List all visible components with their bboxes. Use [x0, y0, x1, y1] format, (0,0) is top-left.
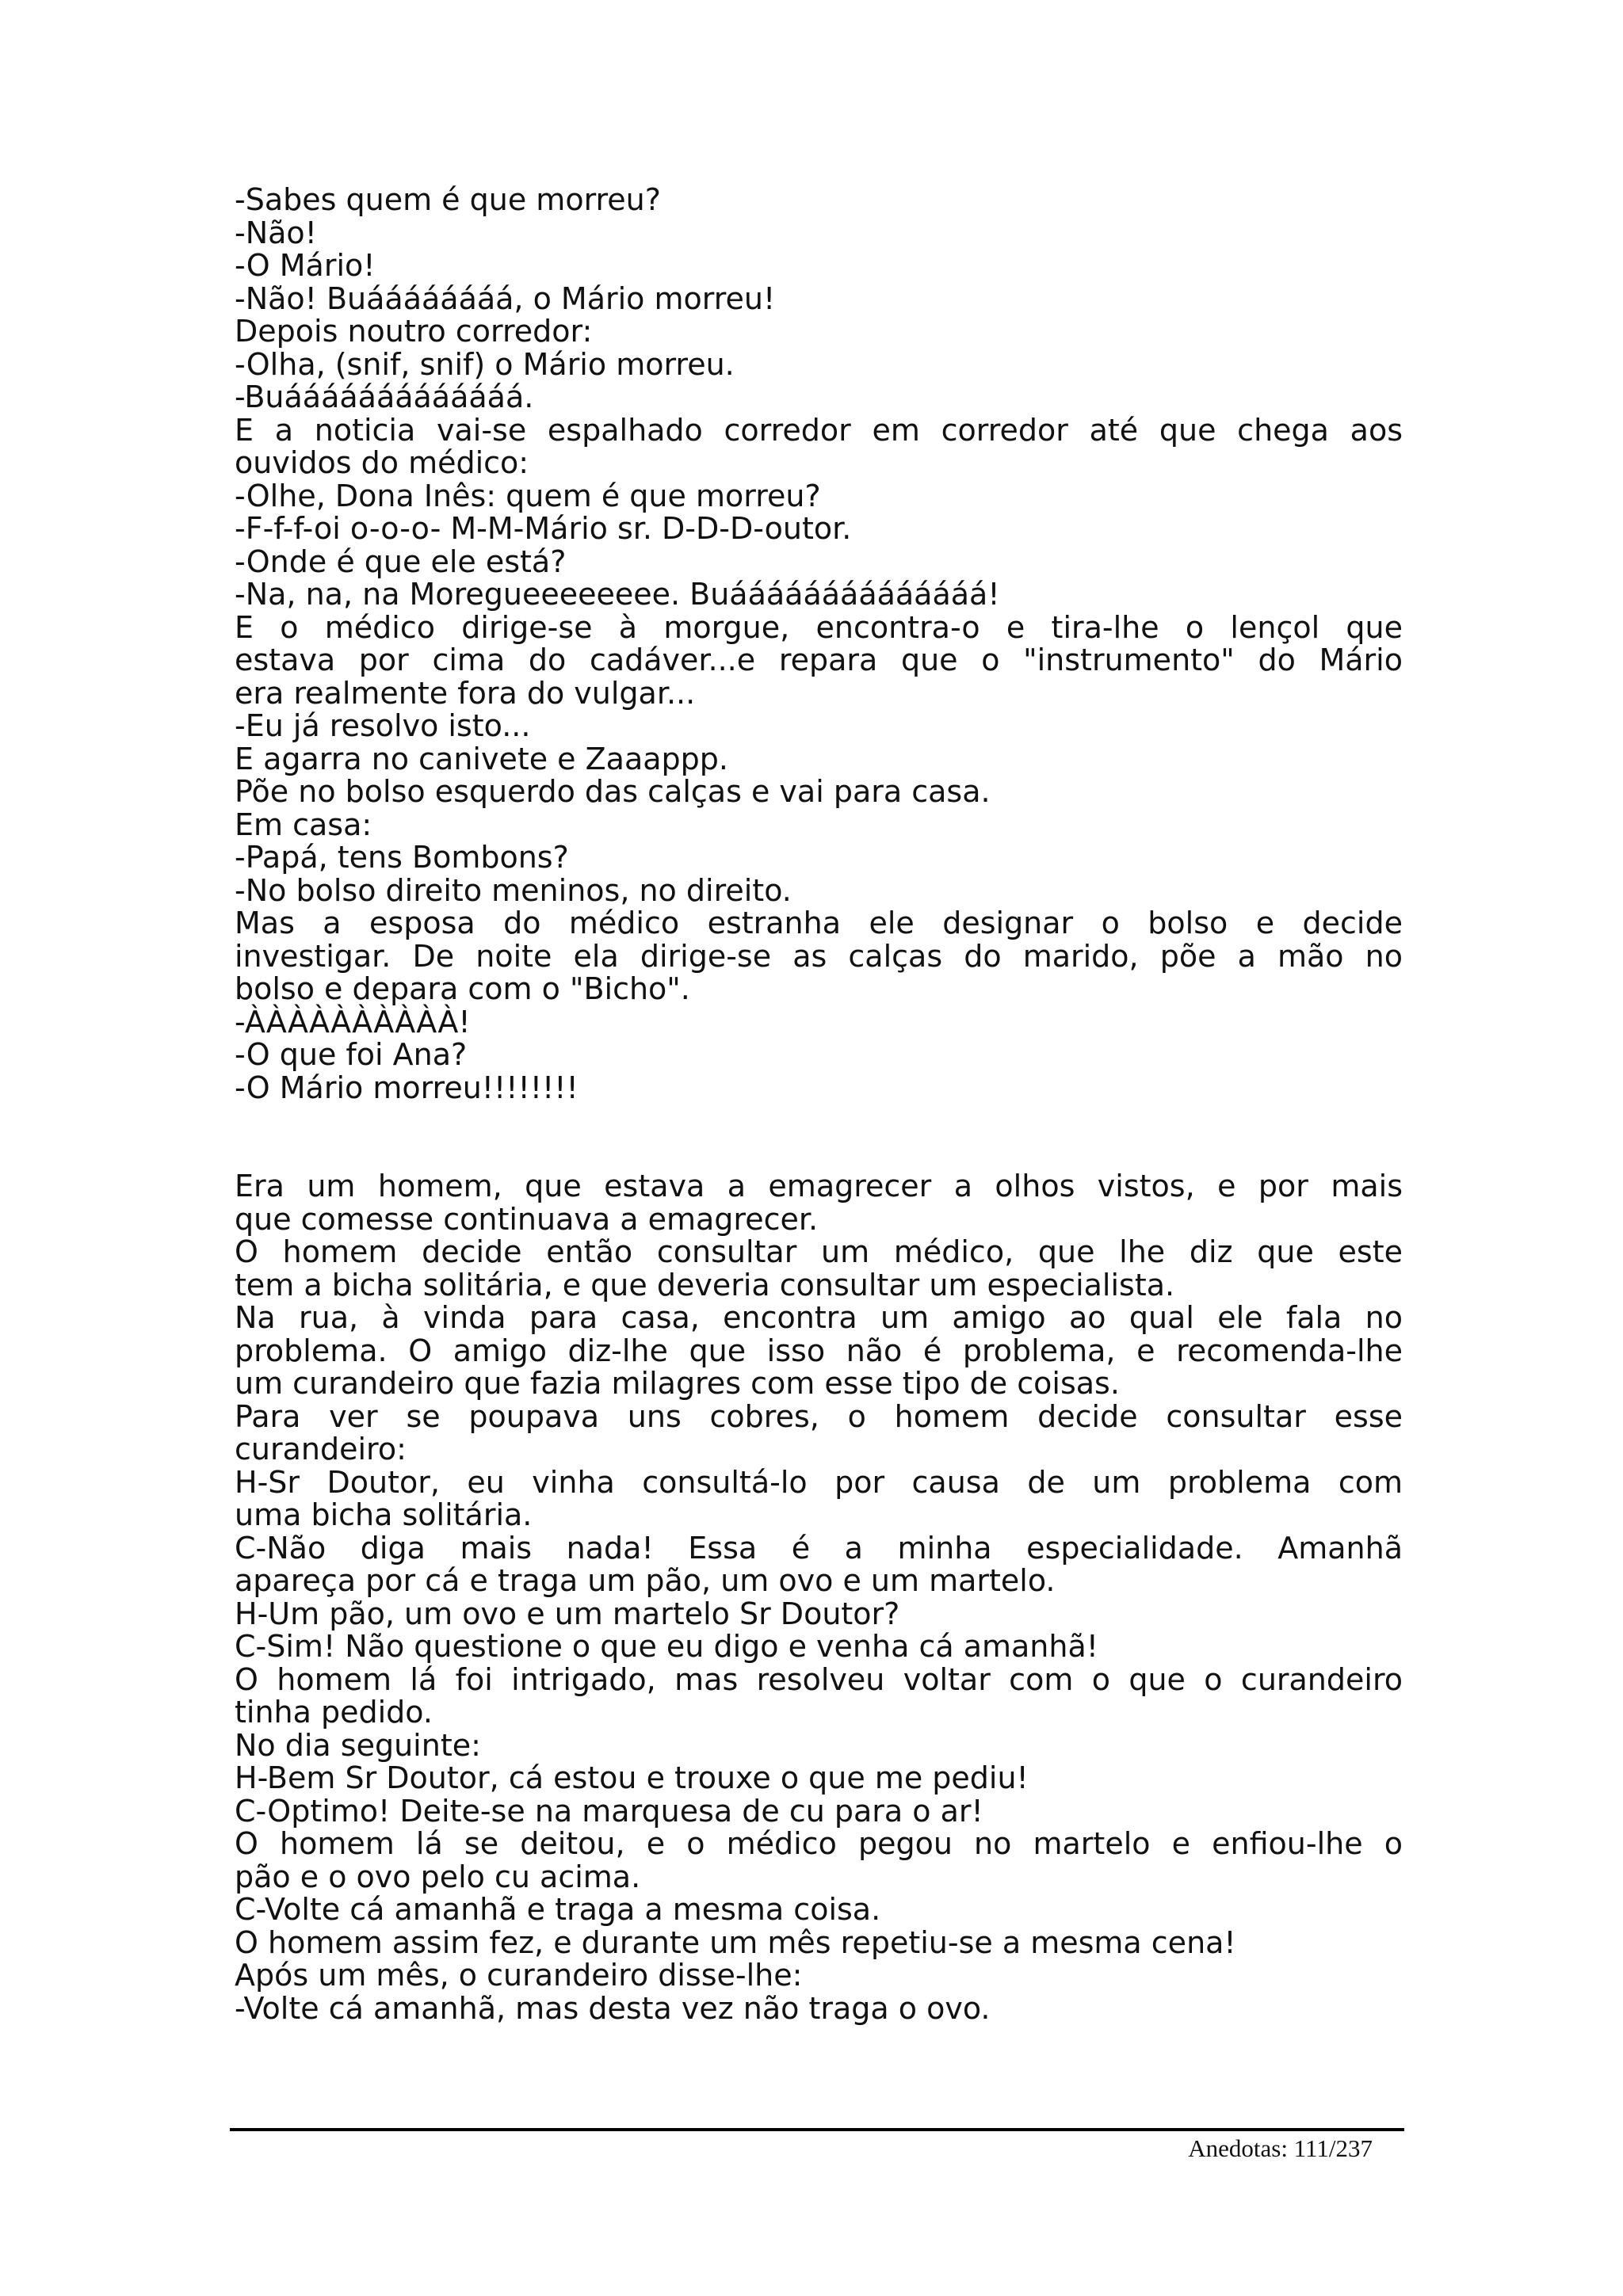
text-line: Na rua, à vinda para casa, encontra um amigo ao qual ele fala no [235, 1300, 1403, 1335]
text-line: -No bolso direito meninos, no direito. [235, 872, 792, 908]
text-line: H-Sr Doutor, eu vinha consultá-lo por causa de um problema com [235, 1464, 1403, 1500]
paragraph-gap [235, 1104, 1403, 1170]
text-line: apareça por cá e traga um pão, um ovo e um martelo. [235, 1563, 1056, 1598]
footer-rule [230, 2128, 1404, 2131]
text-line: E agarra no canivete e Zaaappp. [235, 741, 728, 776]
text-line: -Papá, tens Bombons? [235, 840, 569, 875]
text-line: O homem decide então consultar um médico, que lhe diz que este [235, 1234, 1403, 1269]
text-line: pão e o ovo pelo cu acima. [235, 1859, 641, 1894]
text-line: E a noticia vai-se espalhado corredor em corredor até que chega aos [235, 412, 1403, 448]
text-line: C-Volte cá amanhã e traga a mesma coisa. [235, 1892, 881, 1927]
text-line: Após um mês, o curandeiro disse-lhe: [235, 1958, 803, 1993]
text-line: Para ver se poupava uns cobres, o homem decide consultar esse [235, 1398, 1403, 1434]
text-line: -Volte cá amanhã, mas desta vez não traga o ovo. [235, 1990, 991, 2026]
text-line: -Sabes quem é que morreu? [235, 182, 661, 217]
text-line: -Não! Buáááááááá, o Mário morreu! [235, 280, 776, 316]
text-line: E o médico dirige-se à morgue, encontra-o e tira-lhe o lençol que [235, 609, 1403, 645]
page-number: Anedotas: 111/237 [1188, 2134, 1373, 2162]
text-line: C-Não diga mais nada! Essa é a minha especialidade. Amanhã [235, 1530, 1403, 1566]
text-line: -O que foi Ana? [235, 1037, 468, 1072]
text-line: Depois noutro corredor: [235, 314, 593, 349]
text-line: -Não! [235, 215, 317, 250]
story-mario [235, 184, 1403, 1104]
text-line: uma bicha solitária. [235, 1497, 533, 1532]
story-bicha-solitaria [235, 1170, 1403, 2025]
text-line: -Eu já resolvo isto... [235, 708, 531, 743]
text-line: Mas a esposa do médico estranha ele designar o bolso e decide [235, 906, 1403, 940]
text-line: problema. O amigo diz-lhe que isso não é problema, e recomenda-lhe [235, 1333, 1403, 1368]
text-line: um curandeiro que fazia milagres com esse tipo de coisas. [235, 1366, 1120, 1401]
text-line: -Olha, (snif, snif) o Mário morreu. [235, 346, 735, 382]
text-line: -Onde é que ele está? [235, 543, 567, 579]
text-line: -ÀÀÀÀÀÀÀÀÀÀ! [235, 1004, 471, 1039]
text-line: No dia seguinte: [235, 1727, 481, 1763]
text-line: O homem lá foi intrigado, mas resolveu voltar com o que o curandeiro [235, 1661, 1403, 1697]
text-line: -O Mário morreu!!!!!!!! [235, 1070, 579, 1105]
text-line: O homem assim fez, e durante um mês repetiu-se a mesma cena! [235, 1924, 1236, 1960]
text-line: tem a bicha solitária, e que deveria consultar um especialista. [235, 1267, 1175, 1302]
text-line: H-Bem Sr Doutor, cá estou e trouxe o que me pediu! [235, 1760, 1029, 1795]
text-line: ouvidos do médico: [235, 445, 529, 480]
text-line: -Na, na, na Moregueeeeeeee. Buáááááááááááááá! [235, 577, 1000, 612]
text-line: -F-f-f-oi o-o-o- M-M-Mário sr. D-D-D-outor. [235, 511, 852, 546]
text-line: curandeiro: [235, 1432, 407, 1466]
text-line: -Olhe, Dona Inês: quem é que morreu? [235, 478, 821, 513]
text-line: O homem lá se deitou, e o médico pegou no martelo e enfiou-lhe o [235, 1826, 1403, 1861]
text-line: Põe no bolso esquerdo das calças e vai para casa. [235, 774, 991, 809]
text-line: era realmente fora do vulgar... [235, 675, 696, 711]
text-line: investigar. De noite ela dirige-se as calças do marido, põe a mão no [235, 938, 1403, 974]
text-line: tinha pedido. [235, 1695, 433, 1730]
text-line: que comesse continuava a emagrecer. [235, 1201, 819, 1237]
document-body [235, 184, 1403, 2025]
text-line: estava por cima do cadáver...e repara que o "instrumento" do Mário [235, 643, 1403, 677]
text-line: C-Sim! Não questione o que eu digo e venha cá amanhã! [235, 1629, 1098, 1664]
text-line: Era um homem, que estava a emagrecer a olhos vistos, e por mais [235, 1169, 1403, 1203]
text-line: -Buááááááááááááá. [235, 379, 534, 414]
text-line: H-Um pão, um ovo e um martelo Sr Doutor? [235, 1596, 900, 1631]
text-line: bolso e depara com o "Bicho". [235, 971, 690, 1006]
text-line: Em casa: [235, 807, 372, 842]
text-line: C-Optimo! Deite-se na marquesa de cu para o ar! [235, 1793, 983, 1829]
text-line: -O Mário! [235, 248, 376, 283]
